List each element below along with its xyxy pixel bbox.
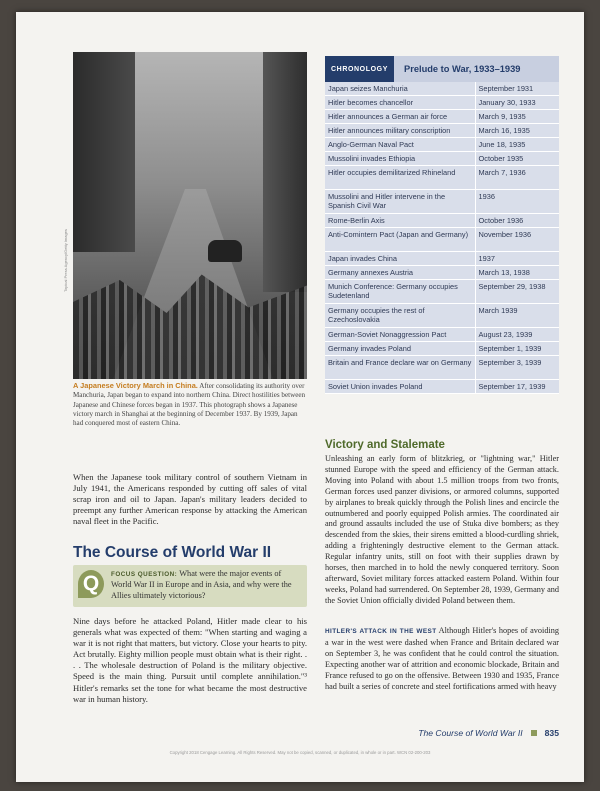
- photo-building-right: [263, 52, 307, 292]
- footer-square-icon: [531, 730, 537, 736]
- photo-car: [208, 240, 242, 262]
- focus-question: [111, 569, 303, 601]
- chronology-row: [325, 380, 559, 394]
- event-cell: Germany occupies the rest of Czechoslovakia: [325, 304, 475, 328]
- paragraph-attack-west: [325, 626, 559, 692]
- event-cell: Hitler occupies demilitarized Rhineland: [325, 166, 475, 190]
- event-cell: Germany annexes Austria: [325, 266, 475, 280]
- date-cell: March 16, 1935: [475, 124, 559, 138]
- event-cell: Soviet Union invades Poland: [325, 380, 475, 394]
- date-cell: September 1, 1939: [475, 342, 559, 356]
- date-cell: September 1931: [475, 82, 559, 96]
- chronology-row: [325, 110, 559, 124]
- focus-question-text: What were the major events of World War II in Europe and in Asia, and why were the Allies ultimately victorious?: [111, 569, 292, 600]
- chronology-box: [325, 56, 559, 394]
- chronology-title: Prelude to War, 1933–1939: [404, 64, 521, 74]
- caption-lead: A Japanese Victory March in China.: [73, 381, 198, 390]
- section-title: The Course of World War II: [73, 544, 272, 561]
- event-cell: Japan invades China: [325, 252, 475, 266]
- chronology-row: [325, 96, 559, 110]
- date-cell: March 9, 1935: [475, 110, 559, 124]
- date-cell: September 3, 1939: [475, 356, 559, 380]
- paragraph-attack-west-text: Although Hitler's hopes of avoiding a war in the west were dashed when France and Britain declared war on September 3, he was confident that he could control the situation. Expecting another war of attrition and economic blockade, Britain and France refused to go on the offensive. Between 1930 and 1935, France had built a series of concrete and steel fortifications armed with heavy: [325, 626, 559, 691]
- chronology-row: [325, 190, 559, 214]
- event-cell: Anglo-German Naval Pact: [325, 138, 475, 152]
- date-cell: September 29, 1938: [475, 280, 559, 304]
- chronology-row: [325, 138, 559, 152]
- event-cell: Japan seizes Manchuria: [325, 82, 475, 96]
- paragraph-blitzkrieg: Unleashing an early form of blitzkrieg, or "lightning war," Hitler stunned Europe with the speed and efficiency of the German attack. Moving into Poland with about 1.5 million troops from two fronts, German forces used panzer divisions, or armored columns, supported by airplanes to break quickly through the Polish lines and encircle the outnumbered and poorly equipped Polish armies. The coordinated air and ground assaults included the use of Stuka dive bombers; as they descended from the skies, their sirens emitted a blood-curdling shriek, adding a frighteningly destructive element to the German attack. Regular infantry units, still on foot with their supplies drawn by horses, then marched in to hold the newly conquered territory. Soon afterward, Soviet military forces attacked eastern Poland. Within four weeks, Poland had surrendered. On September 28, 1939, Germany and the Soviet Union officially divided Poland between them.: [325, 454, 559, 605]
- date-cell: 1936: [475, 190, 559, 214]
- chronology-row: [325, 166, 559, 190]
- event-cell: Hitler announces a German air force: [325, 110, 475, 124]
- event-cell: Rome-Berlin Axis: [325, 214, 475, 228]
- chronology-row: [325, 328, 559, 342]
- textbook-page: [16, 12, 584, 782]
- question-icon: Q: [78, 570, 104, 598]
- event-cell: Hitler becomes chancellor: [325, 96, 475, 110]
- running-head: The Course of World War II: [418, 728, 523, 738]
- chronology-row: [325, 124, 559, 138]
- event-cell: Hitler announces military conscription: [325, 124, 475, 138]
- event-cell: Munich Conference: Germany occupies Sudetenland: [325, 280, 475, 304]
- date-cell: 1937: [475, 252, 559, 266]
- event-cell: Germany invades Poland: [325, 342, 475, 356]
- march-photo: [73, 52, 307, 379]
- date-cell: October 1936: [475, 214, 559, 228]
- chronology-row: [325, 228, 559, 252]
- date-cell: November 1936: [475, 228, 559, 252]
- chronology-row: [325, 356, 559, 380]
- date-cell: March 7, 1936: [475, 166, 559, 190]
- date-cell: March 13, 1938: [475, 266, 559, 280]
- photo-building-left: [73, 52, 135, 252]
- event-cell: Mussolini invades Ethiopia: [325, 152, 475, 166]
- event-cell: German-Soviet Nonaggression Pact: [325, 328, 475, 342]
- date-cell: June 18, 1935: [475, 138, 559, 152]
- chronology-row: [325, 82, 559, 96]
- chronology-row: [325, 252, 559, 266]
- chronology-row: [325, 214, 559, 228]
- chronology-tag: CHRONOLOGY: [325, 56, 394, 82]
- date-cell: October 1935: [475, 152, 559, 166]
- photo-credit: Topical Press Agency/Getty Images: [63, 229, 68, 292]
- date-cell: August 23, 1939: [475, 328, 559, 342]
- photo-caption: [73, 381, 307, 428]
- event-cell: Anti-Comintern Pact (Japan and Germany): [325, 228, 475, 252]
- chronology-row: [325, 152, 559, 166]
- event-cell: Britain and France declare war on Germany: [325, 356, 475, 380]
- date-cell: March 1939: [475, 304, 559, 328]
- event-cell: Mussolini and Hitler intervene in the Spanish Civil War: [325, 190, 475, 214]
- chronology-row: [325, 280, 559, 304]
- runin-heading: HITLER'S ATTACK IN THE WEST: [325, 628, 437, 635]
- chronology-row: [325, 266, 559, 280]
- date-cell: January 30, 1933: [475, 96, 559, 110]
- paragraph-hitler-generals: Nine days before he attacked Poland, Hitler made clear to his generals what was expected of them: "When starting and waging a war it is not right that matters, but victory. Close your hearts to pity. Act brutally. Eighty million people must obtain what is their right. . . . The wholesale destruction of Poland is the military objective. Speed is the main thing. Pursuit until complete annihilation."³ Hitler's remarks set the tone for what became the most destructive war in human history.: [73, 616, 307, 704]
- chronology-header: [325, 56, 559, 82]
- chronology-table: [325, 82, 559, 394]
- caption-text: After consolidating its authority over Manchuria, Japan began to expand into northern China. Direct hostilities between Japanese and Chinese forces began in 1937. This photograph shows a Japanese victory march in Shanghai at the beginning of December 1937. By 1939, Japan had conquered most of eastern China.: [73, 382, 306, 428]
- page-number: 835: [544, 728, 559, 738]
- subsection-title: Victory and Stalemate: [325, 439, 445, 451]
- focus-question-box: [73, 565, 307, 607]
- paragraph-vietnam: When the Japanese took military control of southern Vietnam in July 1941, the Americans responded by cutting off sales of vital scrap iron and oil to Japan. Japan's military leaders decided to preempt any further American response by attacking the American naval fleet in the Pacific.: [73, 472, 307, 527]
- chronology-row: [325, 304, 559, 328]
- chronology-row: [325, 342, 559, 356]
- date-cell: September 17, 1939: [475, 380, 559, 394]
- page-footer: [325, 728, 559, 738]
- focus-label: FOCUS QUESTION:: [111, 571, 178, 578]
- copyright-line: Copyright 2018 Cengage Learning. All Rights Reserved. May not be copied, scanned, or duplicated, in whole or in part. WCN 02-200-203: [169, 750, 431, 755]
